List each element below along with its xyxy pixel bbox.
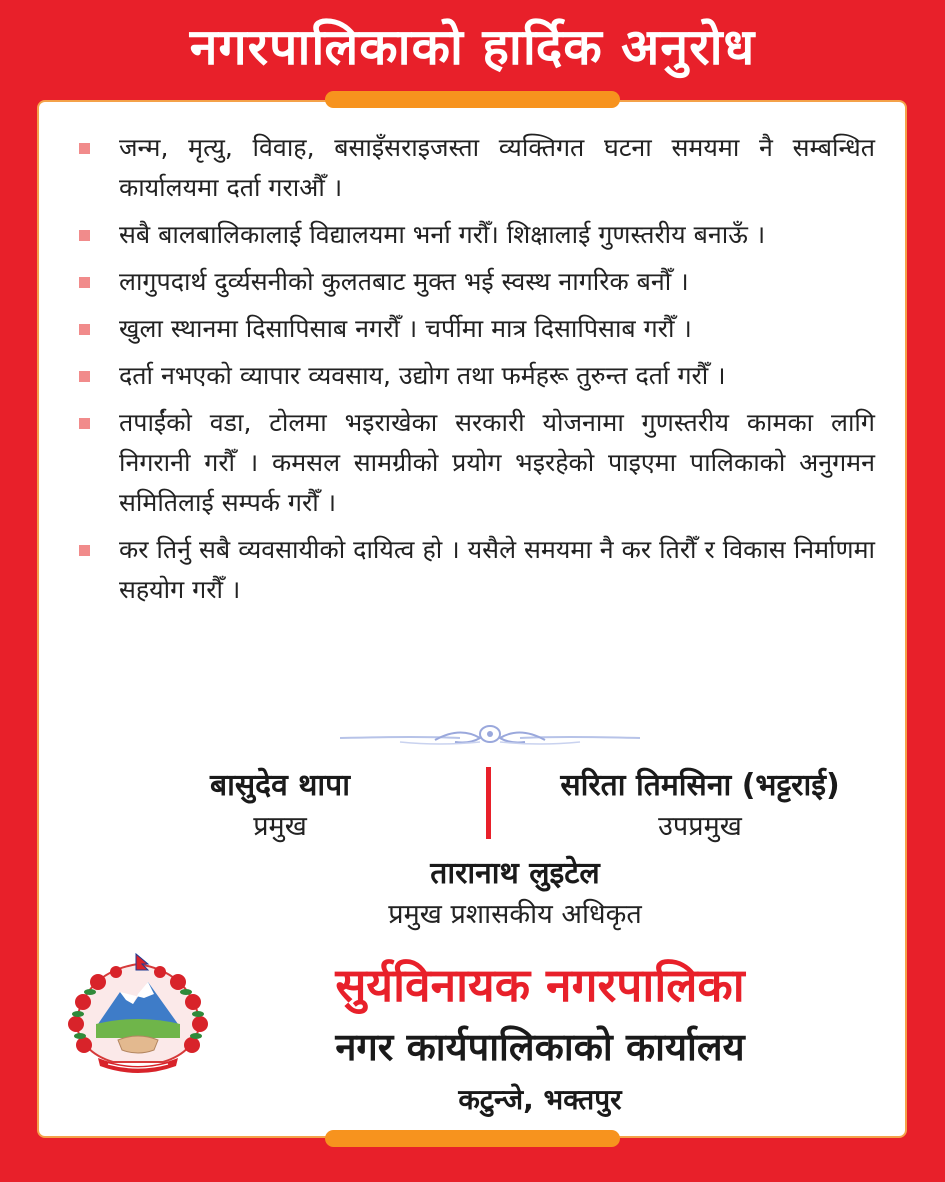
- official-role: प्रमुख: [253, 811, 307, 842]
- square-bullet-icon: [79, 371, 90, 382]
- square-bullet-icon: [79, 277, 90, 288]
- official-deputy-mayor: [515, 765, 885, 847]
- nepal-government-emblem-icon: [58, 952, 218, 1077]
- list-item: [75, 356, 875, 396]
- list-item: [75, 530, 875, 610]
- office-name: नगर कार्यपालिकाको कार्यालय: [335, 1025, 745, 1069]
- list-item: [75, 128, 875, 208]
- appeal-text: तपाईंको वडा, टोलमा भइराखेका सरकारी योजनामा गुणस्तरीय कामका लागि निगरानी गरौँ । कमसल सामग्रीको प्रयोग भइरहेको पाइएमा पालिकाको अनुगमन समितिलाई सम्पर्क गरौँ ।: [119, 408, 875, 517]
- square-bullet-icon: [79, 143, 90, 154]
- appeal-text: सबै बालबालिकालाई विद्यालयमा भर्ना गरौँ। शिक्षालाई गुणस्तरीय बनाऊँ ।: [119, 220, 766, 249]
- official-role: उपप्रमुख: [658, 811, 742, 842]
- appeal-text: दर्ता नभएको व्यापार व्यवसाय, उद्योग तथा फर्महरू तुरुन्त दर्ता गरौँ ।: [119, 361, 726, 390]
- official-name: तारानाथ लुइटेल: [430, 856, 600, 891]
- official-role: प्रमुख प्रशासकीय अधिकृत: [388, 899, 642, 930]
- office-address: कटुन्जे, भक्तपुर: [458, 1083, 622, 1116]
- card-top-tab: [325, 91, 620, 108]
- official-cao: [300, 853, 730, 935]
- list-item: [75, 262, 875, 302]
- square-bullet-icon: [79, 230, 90, 241]
- appeal-list: [75, 128, 875, 617]
- vertical-divider: [486, 767, 491, 839]
- official-name: सरिता तिमसिना (भट्टराई): [560, 768, 840, 803]
- page-title: नगरपालिकाको हार्दिक अनुरोध: [189, 18, 756, 76]
- list-item: [75, 403, 875, 523]
- card-bottom-tab: [325, 1130, 620, 1147]
- official-mayor: [150, 765, 410, 847]
- appeal-text: जन्म, मृत्यु, विवाह, बसाइँसराइजस्ता व्यक्तिगत घटना समयमा नै सम्बन्धित कार्यालयमा दर्ता गराऔँ ।: [119, 133, 875, 202]
- square-bullet-icon: [79, 324, 90, 335]
- square-bullet-icon: [79, 418, 90, 429]
- list-item: [75, 215, 875, 255]
- list-item: [75, 309, 875, 349]
- appeal-text: खुला स्थानमा दिसापिसाब नगरौँ । चर्पीमा मात्र दिसापिसाब गरौँ ।: [119, 314, 692, 343]
- appeal-text: लागुपदार्थ दुर्व्यसनीको कुलतबाट मुक्त भई स्वस्थ नागरिक बनौँ ।: [119, 267, 689, 296]
- municipality-name: सुर्यविनायक नगरपालिका: [335, 958, 745, 1012]
- appeal-text: कर तिर्नु सबै व्यवसायीको दायित्व हो । यसैले समयमा नै कर तिरौँ र विकास निर्माणमा सहयोग गरौँ ।: [119, 535, 875, 604]
- official-name: बासुदेव थापा: [210, 768, 350, 803]
- officials-section: [0, 765, 945, 945]
- flourish-divider-icon: [340, 720, 640, 750]
- square-bullet-icon: [79, 545, 90, 556]
